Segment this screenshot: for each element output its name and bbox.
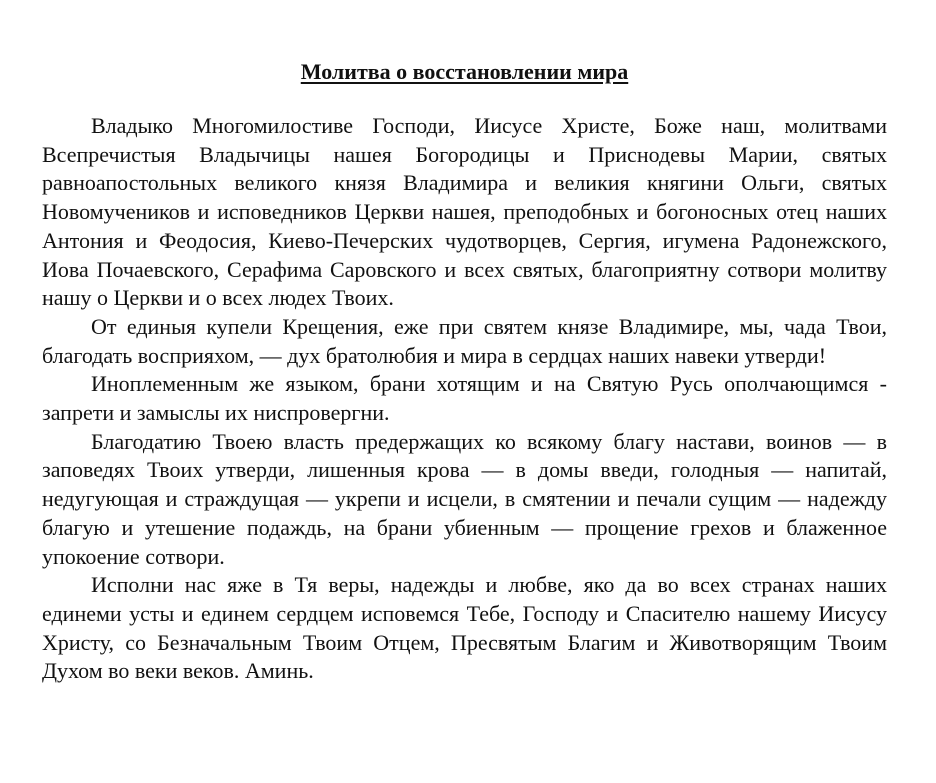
paragraph: Иноплеменным же языком, брани хотящим и на Святую Русь ополчающимся - запрети и замыслы их ниспровергни.	[42, 371, 887, 426]
paragraph: Владыко Многомилостиве Господи, Иисусе Христе, Боже наш, молитвами Всепречистыя Владычицы нашея Богородицы и Приснодевы Марии, святых равноапостольных великого князя Владимира и великия княгини Ольги, святых Новомучеников и исповедников Церкви нашея, преподобных и богоносных отец наших Антония и Феодосия, Киево-Печерских чудотворцев, Сергия, игумена Радонежского, Иова Почаевского, Серафима Саровского и всех святых, благоприятну сотвори молитву нашу о Церкви и о всех людех Твоих.	[42, 113, 887, 311]
paragraph: Исполни нас яже в Тя веры, надежды и любве, яко да во всех странах наших единеми усты и единем сердцем исповемся Тебе, Господу и Спасителю нашему Иисусу Христу, со Безначальным Твоим Отцем, Пресвятым Благим и Животворящим Твоим Духом во веки веков. Аминь.	[42, 572, 887, 684]
document-title: Молитва о восстановлении мира	[300, 59, 629, 84]
paragraph: Благодатию Твоею власть предержащих ко всякому благу настави, воинов — в заповедях Твоих утверди, лишенныя крова — в домы введи, голодныя — напитай, недугующая и страждущая — укрепи и исцели, в смятении и печали сущим — надежду благую и утешение подаждь, на брани убиенным — прощение грехов и блаженное упокоение сотвори.	[42, 428, 887, 569]
paragraph: От единыя купели Крещения, еже при святем князе Владимире, мы, чада Твои, благодать восприяхом, — дух братолюбия и мира в сердцах наших навеки утверди!	[42, 313, 887, 368]
prayer-document	[42, 54, 887, 686]
